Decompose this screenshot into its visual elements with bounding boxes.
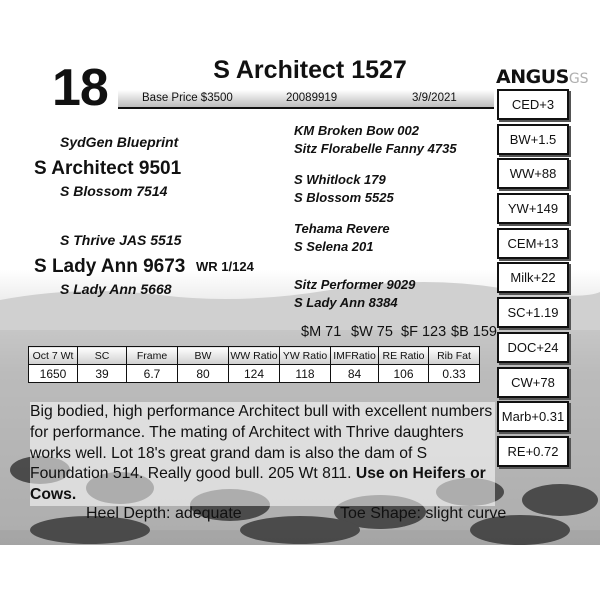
header-yw-ratio: YW Ratio <box>280 347 331 365</box>
description-emphasis: Use on Heifers or Cows. <box>30 465 486 504</box>
value-ww-ratio: 124 <box>229 365 280 383</box>
epd-sc: SC+1.19 <box>497 297 569 328</box>
header-re-ratio: RE Ratio <box>379 347 429 365</box>
performance-header-row <box>29 347 480 365</box>
header-rib-fat: Rib Fat <box>429 347 480 365</box>
dollar-value-b: $B 159 <box>451 324 497 340</box>
angus-gs-logo <box>496 66 589 88</box>
info-bar <box>118 90 494 109</box>
dam: S Lady Ann 9673 <box>34 256 186 277</box>
header-frame: Frame <box>127 347 178 365</box>
epd-ww: WW+88 <box>497 158 569 189</box>
pedigree-ancestor: S Whitlock 179 <box>294 172 386 187</box>
logo-gs-text: GS <box>568 71 589 87</box>
value-imf-ratio: 84 <box>331 365 379 383</box>
value-re-ratio: 106 <box>379 365 429 383</box>
pedigree-ancestor: S Blossom 5525 <box>294 190 394 205</box>
base-price: Base Price $3500 <box>142 92 233 104</box>
epd-bw: BW+1.5 <box>497 124 569 155</box>
pedigree-ancestor: KM Broken Bow 002 <box>294 123 419 138</box>
dollar-value-f: $F 123 <box>401 324 447 340</box>
pedigree-ancestor: S Selena 201 <box>294 239 374 254</box>
header-imf-ratio: IMFRatio <box>331 347 379 365</box>
sire: S Architect 9501 <box>34 158 182 179</box>
dam-sire: S Thrive JAS 5515 <box>60 232 182 248</box>
pedigree-ancestor: Tehama Revere <box>294 221 390 236</box>
value-frame: 6.7 <box>127 365 178 383</box>
epd-milk: Milk+22 <box>497 262 569 293</box>
epd-cem: CEM+13 <box>497 228 569 259</box>
epd-marb: Marb+0.31 <box>497 401 569 432</box>
pedigree-ancestor: Sitz Florabelle Fanny 4735 <box>294 141 457 156</box>
header-sc: SC <box>78 347 127 365</box>
header-oct-7-wt: Oct 7 Wt <box>29 347 78 365</box>
dollar-value-m: $M 71 <box>301 324 342 340</box>
pedigree-ancestor: S Lady Ann 8384 <box>294 295 398 310</box>
value-oct-7-wt: 1650 <box>29 365 78 383</box>
pedigree-ancestor: Sitz Performer 9029 <box>294 277 416 292</box>
lot-description <box>30 402 495 506</box>
epd-doc: DOC+24 <box>497 332 569 363</box>
lot-number: 18 <box>52 59 108 117</box>
epd-re: RE+0.72 <box>497 436 569 467</box>
value-bw: 80 <box>178 365 229 383</box>
header-ww-ratio: WW Ratio <box>229 347 280 365</box>
logo-angus-text: ANGUS <box>496 66 569 88</box>
epd-cw: CW+78 <box>497 367 569 398</box>
dam-weaning-ratio: WR 1/124 <box>196 259 254 274</box>
birth-date: 3/9/2021 <box>412 92 457 104</box>
value-yw-ratio: 118 <box>280 365 331 383</box>
performance-table <box>28 346 480 383</box>
sire-dam: S Blossom 7514 <box>60 183 168 199</box>
toe-shape: Toe Shape: slight curve <box>340 505 507 522</box>
sire-sire: SydGen Blueprint <box>60 134 179 150</box>
epd-ced: CED+3 <box>497 89 569 120</box>
performance-value-row <box>29 365 480 383</box>
registration-number: 20089919 <box>286 92 338 104</box>
dam-dam: S Lady Ann 5668 <box>60 281 172 297</box>
description-text: Big bodied, high performance Architect bull with excellent numbers for performance. The mating of Architect with Thrive daughters works well. Lot 18's great grand dam is also the dam of S Foundation 514. Really good bull. 205 Wt 811. <box>30 403 493 483</box>
header-bw: BW <box>178 347 229 365</box>
epd-column <box>497 89 569 471</box>
heel-depth: Heel Depth: adequate <box>86 505 242 522</box>
bull-name-title: S Architect 1527 <box>213 56 407 84</box>
value-sc: 39 <box>78 365 127 383</box>
value-rib-fat: 0.33 <box>429 365 480 383</box>
epd-yw: YW+149 <box>497 193 569 224</box>
dollar-value-w: $W 75 <box>351 324 393 340</box>
